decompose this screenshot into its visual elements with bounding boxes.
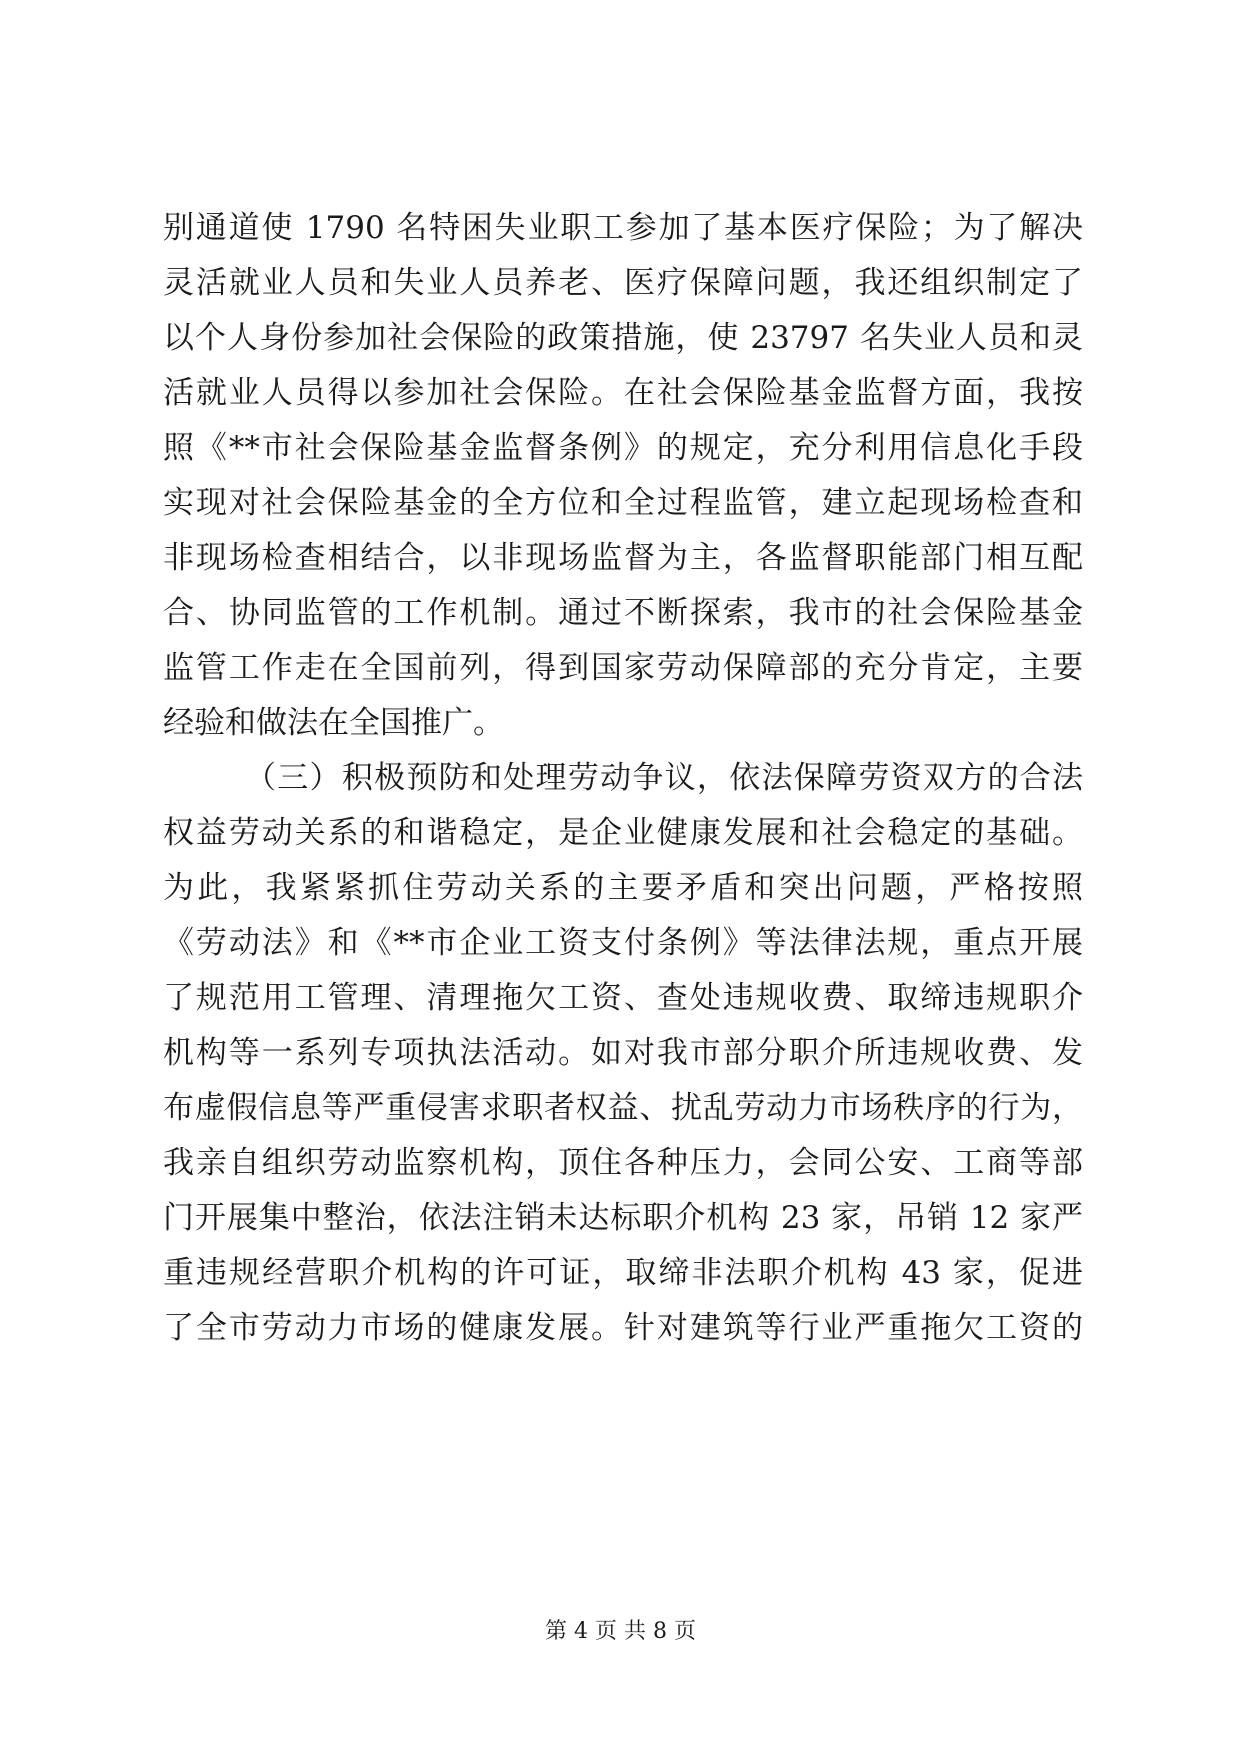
text-line: 为此，我紧紧抓住劳动关系的主要矛盾和突出问题，严格按照 — [163, 870, 1083, 906]
text-line: 合、协同监管的工作机制。通过不断探索，我市的社会保险基金 — [163, 595, 1083, 631]
text-line: 重违规经营职介机构的许可证，取缔非法职介机构 43 家，促进 — [163, 1255, 1083, 1291]
text-line: 了规范用工管理、清理拖欠工资、查处违规收费、取缔违规职介 — [163, 980, 1083, 1016]
text-line: 门开展集中整治，依法注销未达标职介机构 23 家，吊销 12 家严 — [163, 1200, 1083, 1236]
text-line: 我亲自组织劳动监察机构，顶住各种压力，会同公安、工商等部 — [163, 1145, 1083, 1181]
text-line: 经验和做法在全国推广。 — [163, 705, 504, 741]
text-line: 权益劳动关系的和谐稳定，是企业健康发展和社会稳定的基础。 — [163, 815, 1083, 851]
text-line: 监管工作走在全国前列，得到国家劳动保障部的充分肯定，主要 — [163, 650, 1083, 686]
section-heading-line: （三）积极预防和处理劳动争议，依法保障劳资双方的合法 — [245, 760, 1083, 796]
text-line: 非现场检查相结合，以非现场监督为主，各监督职能部门相互配 — [163, 540, 1083, 576]
text-line: 照《**市社会保险基金监督条例》的规定，充分利用信息化手段 — [163, 430, 1083, 466]
text-line: 灵活就业人员和失业人员养老、医疗保障问题，我还组织制定了 — [163, 265, 1083, 301]
text-line: 实现对社会保险基金的全方位和全过程监管，建立起现场检查和 — [163, 485, 1083, 521]
text-line: 《劳动法》和《**市企业工资支付条例》等法律法规，重点开展 — [163, 925, 1083, 961]
text-line: 了全市劳动力市场的健康发展。针对建筑等行业严重拖欠工资的 — [163, 1310, 1083, 1346]
text-line: 以个人身份参加社会保险的政策措施，使 23797 名失业人员和灵 — [163, 320, 1083, 356]
page-number-footer: 第 4 页 共 8 页 — [545, 1619, 696, 1644]
text-line: 布虚假信息等严重侵害求职者权益、扰乱劳动力市场秩序的行为， — [163, 1090, 1083, 1126]
text-line: 别通道使 1790 名特困失业职工参加了基本医疗保险；为了解决 — [163, 210, 1083, 246]
text-line: 机构等一系列专项执法活动。如对我市部分职介所违规收费、发 — [163, 1035, 1083, 1071]
text-line: 活就业人员得以参加社会保险。在社会保险基金监督方面，我按 — [163, 375, 1083, 411]
